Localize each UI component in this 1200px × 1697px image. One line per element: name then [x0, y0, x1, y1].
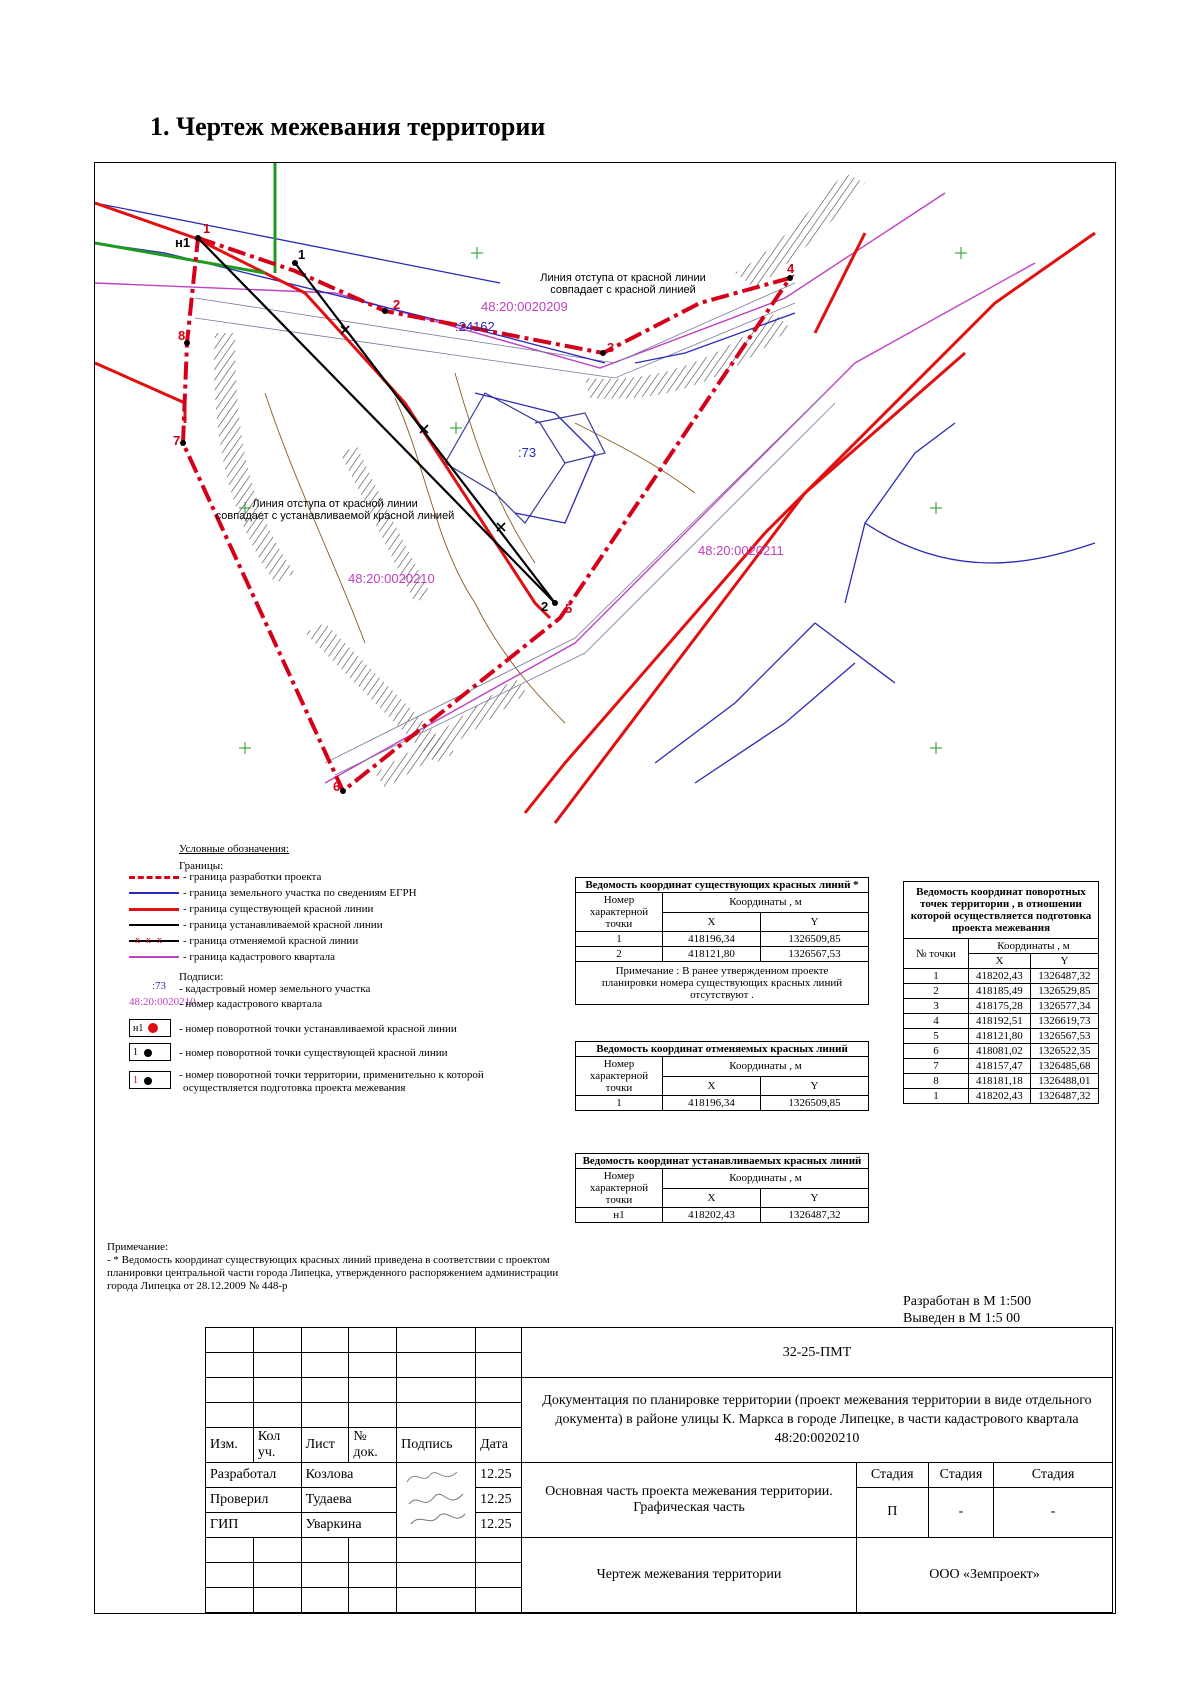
table-row — [904, 1044, 1099, 1059]
cell: 418185,49 — [969, 984, 1031, 999]
legend-sample-n1: н1 — [133, 1023, 144, 1034]
quarter-label-east: 48:20:0020211 — [698, 543, 784, 558]
new-red-line — [198, 238, 555, 603]
territory-point-4: 4 — [787, 261, 795, 276]
legend-row-egrn — [129, 887, 417, 899]
stamp-part-title: Основная часть проекта межевания территории. Графическая часть — [521, 1462, 856, 1537]
table-row — [576, 1096, 869, 1111]
territory-point-6: 6 — [333, 779, 341, 794]
legend-existing-label: - граница существующей красной линии — [183, 903, 374, 915]
legend-captions-header: Подписи: — [179, 971, 224, 983]
setback-mid-line2: совпадает с устанавливаемой красной линией — [215, 510, 455, 522]
cell: 1326577,34 — [1030, 999, 1098, 1014]
table-cancelled-h-y: Y — [760, 1076, 868, 1096]
table-row — [904, 984, 1099, 999]
area-labels — [348, 299, 784, 586]
cell: 1326485,68 — [1030, 1059, 1098, 1074]
cell: 1326509,85 — [760, 1096, 868, 1111]
stamp-stage-v1: П — [856, 1487, 928, 1537]
legend-sample-quarter: 48:20:0020210 — [129, 996, 196, 1008]
topo-contours — [265, 373, 695, 723]
legend-title: Условные обозначения: — [179, 843, 290, 855]
table-new-h-y: Y — [760, 1188, 868, 1208]
table-cancelled-h-num: Номер характерной точки — [576, 1057, 663, 1096]
table-existing-red-lines — [575, 877, 869, 1005]
cell: 1 — [904, 1089, 969, 1104]
table-new-red-lines — [575, 1153, 869, 1223]
stamp-stage-v2: - — [928, 1487, 994, 1537]
stamp-col-sign: Подпись — [397, 1428, 476, 1462]
legend-borders-header: Границы: — [179, 860, 224, 872]
legend-row-cancelled: xxx - граница отменяемой красной линии — [129, 935, 358, 947]
cell: 1 — [904, 969, 969, 984]
stamp-stage-h1: Стадия — [856, 1462, 928, 1487]
cell: 1326487,32 — [1030, 969, 1098, 984]
table-row — [904, 1074, 1099, 1089]
cell: 418121,80 — [969, 1029, 1031, 1044]
table-row — [904, 1029, 1099, 1044]
cell: 2 — [576, 947, 663, 962]
cell: 418175,28 — [969, 999, 1031, 1014]
cell: 1326619,73 — [1030, 1014, 1098, 1029]
new-point-n1: н1 — [175, 235, 191, 250]
table-cancelled-red-lines — [575, 1041, 869, 1111]
stamp-stage-v3: - — [994, 1487, 1113, 1537]
legend-row-existing — [129, 903, 373, 915]
red-line-point-1: 1 — [298, 247, 306, 262]
territory-point-3: 3 — [607, 340, 615, 355]
legend-caption-1b-line2: осуществляется подготовка проекта межевания — [183, 1082, 406, 1094]
legend-caption-parcel: - кадастровый номер земельного участка — [179, 983, 371, 995]
scale-note — [903, 1293, 1031, 1327]
legend-project-label: - граница разработки проекта — [183, 871, 322, 883]
table-row — [904, 1014, 1099, 1029]
cell: 7 — [904, 1059, 969, 1074]
cell: 6 — [904, 1044, 969, 1059]
table-existing-note: Примечание : В ранее утвержденном проекте планировки номера существующих красных линий отсутствуют . — [576, 962, 869, 1005]
table-row — [576, 1208, 869, 1223]
stamp-role-developer: Разработал — [206, 1462, 302, 1487]
quarter-label-center: 48:20:0020210 — [348, 571, 435, 586]
cell: н1 — [576, 1208, 663, 1223]
table-existing-h-y: Y — [760, 912, 868, 932]
table-row — [904, 1059, 1099, 1074]
legend-caption-quarter: - номер кадастрового квартала — [179, 998, 323, 1010]
legend-caption-1a: - номер поворотной точки существующей красной линии — [179, 1047, 448, 1059]
table-row — [904, 999, 1099, 1014]
cell: 1326487,32 — [760, 1208, 868, 1223]
cell: 418181,18 — [969, 1074, 1031, 1089]
legend-egrn-label: - граница земельного участка по сведениям ЕГРН — [183, 887, 417, 899]
cell: 2 — [904, 984, 969, 999]
cell: 1326567,53 — [1030, 1029, 1098, 1044]
table-territory-h-num: № точки — [904, 939, 969, 969]
cell: 5 — [904, 1029, 969, 1044]
cell: 1 — [576, 932, 663, 947]
cell: 1 — [576, 1096, 663, 1111]
stamp-name-gip: Уваркина — [301, 1512, 397, 1537]
cell: 418081,02 — [969, 1044, 1031, 1059]
table-territory-h-x: X — [969, 954, 1031, 969]
cell: 3 — [904, 999, 969, 1014]
stamp-col-doc: № док. — [349, 1428, 397, 1462]
legend-new-label: - граница устанавливаемой красной линии — [183, 919, 383, 931]
table-territory-h-coords: Координаты , м — [969, 939, 1099, 954]
cell: 418157,47 — [969, 1059, 1031, 1074]
title-block — [205, 1327, 1113, 1613]
legend-cancelled-label: - граница отменяемой красной линии — [183, 935, 359, 947]
parcel-label-73: :73 — [518, 445, 537, 460]
cell: 1326509,85 — [760, 932, 868, 947]
table-row — [576, 932, 869, 947]
cadastral-map — [95, 163, 1115, 883]
quarter-label-north: 48:20:0020209 — [481, 299, 568, 314]
territory-point-2: 2 — [393, 297, 401, 312]
scale-output: Выведен в М 1:5 00 — [903, 1311, 1021, 1326]
stamp-name-developer: Козлова — [301, 1462, 397, 1487]
footnote-title: Примечание: — [107, 1241, 169, 1253]
cell: 418196,34 — [663, 1096, 761, 1111]
cell: 4 — [904, 1014, 969, 1029]
stamp-company: ООО «Земпроект» — [856, 1537, 1112, 1612]
territory-point-5: 5 — [565, 601, 573, 616]
scale-developed: Разработан в М 1:500 — [903, 1294, 1032, 1309]
footnote-line3: города Липецка от 28.12.2009 № 448-р — [107, 1280, 288, 1292]
parcel-label-24162: :24162 — [455, 319, 495, 334]
table-cancelled-h-x: X — [663, 1076, 761, 1096]
signatures — [397, 1462, 476, 1537]
red-line-point-2: 2 — [541, 599, 549, 614]
table-new-h-num: Номер характерной точки — [576, 1169, 663, 1208]
page-title: 1. Чертеж межевания территории — [150, 112, 546, 141]
cell: 418192,51 — [969, 1014, 1031, 1029]
table-territory-h-y: Y — [1030, 954, 1098, 969]
stamp-drawing-name: Чертеж межевания территории — [521, 1537, 856, 1612]
legend-sample-1a-box — [129, 1043, 171, 1061]
stamp-col-kol: Кол уч. — [253, 1428, 301, 1462]
table-existing-h-coords: Координаты , м — [663, 893, 869, 913]
cell: 1326487,32 — [1030, 1089, 1098, 1104]
territory-point-8: 8 — [178, 328, 186, 343]
stamp-stage-h3: Стадия — [994, 1462, 1113, 1487]
footnote-line1: - * Ведомость координат существующих красных линий приведена в соответствии с проектом — [107, 1254, 550, 1266]
table-row — [904, 969, 1099, 984]
signature-image — [401, 1464, 471, 1530]
cell: 1326488,01 — [1030, 1074, 1098, 1089]
footnote-line2: планировки центральной части города Липецка, утвержденного распоряжением администрации — [107, 1267, 559, 1279]
legend-row-new — [129, 919, 383, 931]
green-lines — [95, 163, 275, 273]
stamp-code: 32-25-ПМТ — [521, 1328, 1112, 1378]
legend-sample-1b: 1 — [133, 1075, 138, 1086]
legend-row-project — [129, 871, 321, 883]
stamp-col-izm: Изм. — [206, 1428, 254, 1462]
table-existing-h-num: Номер характерной точки — [576, 893, 663, 932]
territory-point-1: 1 — [203, 221, 211, 236]
legend — [129, 843, 549, 1103]
cell: 418202,43 — [969, 969, 1031, 984]
cell: 418202,43 — [969, 1089, 1031, 1104]
stamp-name-checker: Тудаева — [301, 1487, 397, 1512]
drawing-sheet — [94, 162, 1116, 1614]
cell: 418196,34 — [663, 932, 761, 947]
table-cancelled-caption: Ведомость координат отменяемых красных линий — [576, 1042, 869, 1057]
stamp-col-date: Дата — [476, 1428, 522, 1462]
stamp-role-checker: Проверил — [206, 1487, 302, 1512]
setback-mid-line1: Линия отступа от красной линии — [252, 498, 418, 510]
cell: 8 — [904, 1074, 969, 1089]
stamp-doc-title: Документация по планировке территории (проект межевания территории в виде отдельного документа) в районе улицы К. Маркса в городе Липецке, в части кадастрового квартала 48:20:0020210 — [521, 1378, 1112, 1463]
table-row — [576, 947, 869, 962]
table-territory-caption: Ведомость координат поворотных точек территории , в отношении которой осуществляется подготовка проекта межевания — [904, 882, 1099, 939]
table-new-caption: Ведомость координат устанавливаемых красных линий — [576, 1154, 869, 1169]
table-row — [904, 1089, 1099, 1104]
legend-caption-n1: - номер поворотной точки устанавливаемой красной линии — [179, 1023, 457, 1035]
footnote — [107, 1241, 567, 1293]
cell: 1326529,85 — [1030, 984, 1098, 999]
table-cancelled-h-coords: Координаты , м — [663, 1057, 869, 1077]
stamp-stage-h2: Стадия — [928, 1462, 994, 1487]
territory-point-7: 7 — [173, 433, 181, 448]
legend-sample-1a: 1 — [133, 1047, 138, 1058]
legend-caption-1b-line1: - номер поворотной точки территории, применительно к которой — [179, 1069, 484, 1081]
stamp-col-list: Лист — [301, 1428, 349, 1462]
stamp-date-gip: 12.25 — [476, 1512, 522, 1537]
setback-top-line1: Линия отступа от красной линии — [540, 272, 706, 284]
stamp-date-checker: 12.25 — [476, 1487, 522, 1512]
stamp-role-gip: ГИП — [206, 1512, 302, 1537]
legend-sample-n1-box — [129, 1019, 171, 1037]
table-territory-points — [903, 881, 1099, 1104]
legend-sample-parcel: :73 — [151, 980, 167, 992]
table-existing-h-x: X — [663, 912, 761, 932]
table-new-h-x: X — [663, 1188, 761, 1208]
setback-top-line2: совпадает с красной линией — [550, 284, 696, 296]
cell: 1326522,35 — [1030, 1044, 1098, 1059]
cell: 418202,43 — [663, 1208, 761, 1223]
table-existing-caption: Ведомость координат существующих красных линий * — [576, 878, 869, 893]
table-new-h-coords: Координаты , м — [663, 1169, 869, 1189]
legend-quarter-label: - граница кадастрового квартала — [183, 951, 335, 963]
legend-row-quarter — [129, 951, 335, 963]
stamp-date-developer: 12.25 — [476, 1462, 522, 1487]
legend-sample-1b-box — [129, 1071, 171, 1089]
cell: 1326567,53 — [760, 947, 868, 962]
cell: 418121,80 — [663, 947, 761, 962]
